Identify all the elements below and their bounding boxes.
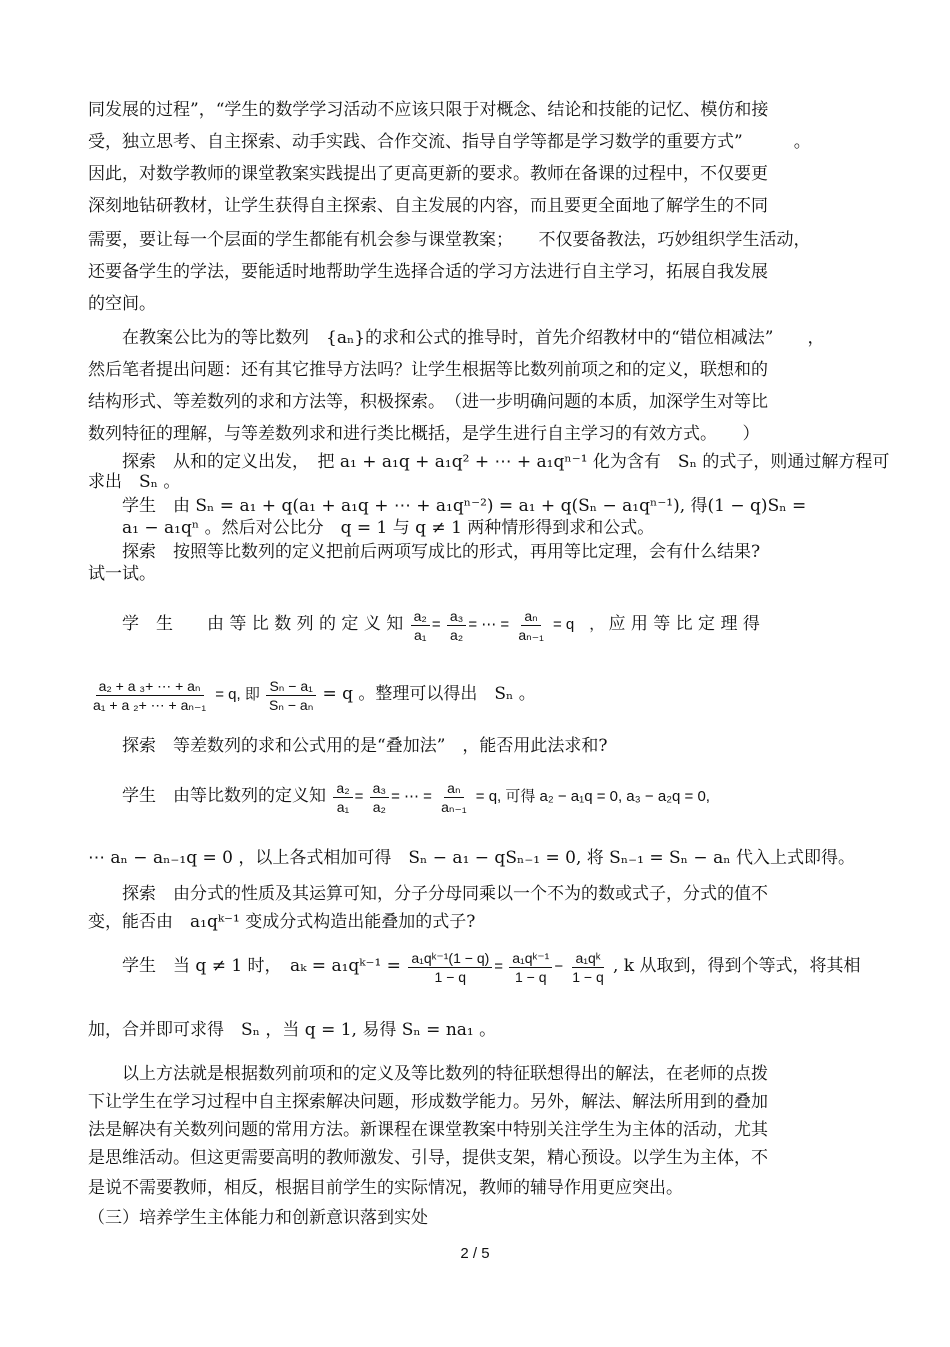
text-line: 试一试。 [88, 564, 156, 584]
text-line: 探索 按照等比数列的定义把前后两项写成比的形式，再用等比定理，会有什么结果? [88, 542, 761, 562]
text-line: 求出 Sₙ 。 [88, 472, 181, 492]
fraction: $\frac{\text{a₁qᵏ}}{1 - q}$ [572, 949, 604, 985]
fraction: $\frac{\text{a₃}}{\text{a₂}}$ [447, 607, 467, 644]
text-line: 探索 从和的定义出发， 把 a₁ + a₁q + a₁q² + ⋯ + a₁qⁿ⁻¹ 化为含有 Sₙ 的式子，则通过解方程可 [88, 452, 890, 472]
text-line: 是思维活动。但这更需要高明的教师激发、引导，提供支架，精心预设。以学生为主体，不 [88, 1148, 768, 1168]
text-line: 在教案公比为的等比数列 {aₙ}的求和公式的推导时，首先介绍教材中的“错位相减法” ， [88, 328, 825, 348]
text-line: 的空间。 [88, 294, 156, 314]
student-block-4: 学生 当 q ≠ 1 时， aₖ = a₁qᵏ⁻¹ = $\frac{\text{a₁qᵏ⁻¹(1 − q)}}{1 - q}$ = $\frac{\text{a₁qᵏ⁻¹}}{1 - q}$ − $\frac{\text{a₁qᵏ}}{1 - q}$ , k 从取到，得到个等式，将其相 [88, 949, 861, 985]
text-line: 探索 由分式的性质及其运算可知，分子分母同乘以一个不为的数或式子，分式的值不 [88, 884, 768, 904]
student-suffix: 应 用 等 比 定 理 得 [608, 614, 760, 634]
page-number: 2 / 5 [460, 1245, 490, 1262]
fraction: $\frac{\text{a₁qᵏ⁻¹(1 − q)}}{1 - q}$ [408, 949, 492, 986]
text-line: 同发展的过程”，“学生的数学学习活动不应该只限于对概念、结论和技能的记忆、模仿和接 [88, 100, 769, 120]
text-line: 下让学生在学习过程中自主探索解决问题，形成数学能力。另外，解法、解法所用到的叠加 [88, 1092, 768, 1112]
text-line: a₁ − a₁qⁿ 。然后对公比分 q = 1 与 q ≠ 1 两种情形得到求和公式。 [88, 518, 655, 538]
student-block-3b: ⋯ aₙ − aₙ₋₁q = 0 ，以上各式相加可得 Sₙ − a₁ − qSₙ₋₁ = 0, 将 Sₙ₋₁ = Sₙ − aₙ 代入上式即得。 [88, 848, 855, 868]
text-line: 需要，要让每一个层面的学生都能有机会参与课堂教案； 不仅要备教法，巧妙组织学生活动， [88, 230, 811, 250]
explore-block-3: 探索 等差数列的求和公式用的是“叠加法” ，能否用此法求和? [88, 736, 608, 756]
text-line: 深刻地钻研教材，让学生获得自主探索、自主发展的内容，而且要更全面地了解学生的不同 [88, 196, 768, 216]
student-block-2: 学 生 由 等 比 数 列 的 定 义 知 $\frac{\text{a₂}}{\text{a₁}}$ = $\frac{\text{a₃}}{\text{a₂}}$ = ⋯ = $\frac{\text{aₙ}}{\text{aₙ₋₁}}$ = q ， 应 用 等 比 定 理 得 [88, 607, 760, 643]
fraction: $\frac{\text{a₂}}{\text{a₁}}$ [411, 607, 430, 644]
fraction: $\frac{\text{a₃}}{\text{a₂}}$ [370, 779, 390, 816]
fraction: $\frac{\text{a₂}}{\text{a₁}}$ [333, 779, 352, 816]
student-block-3: 学生 由等比数列的定义知 $\frac{\text{a₂}}{\text{a₁}}$ = $\frac{\text{a₃}}{\text{a₂}}$ = ⋯ = $\frac{\text{aₙ}}{\text{aₙ₋₁}}$ = q, 可得 a₂ − a₁q = 0, a₃ − a₂q = 0, [88, 779, 710, 815]
fraction: $\frac{\text{Sₙ − a₁}}{\text{Sₙ − aₙ}}$ [266, 677, 316, 714]
fraction: $\frac{\text{aₙ}}{\text{aₙ₋₁}}$ [518, 607, 544, 643]
text-line: 学生 由 Sₙ = a₁ + q(a₁ + a₁q + ⋯ + a₁qⁿ⁻²) = a₁ + q(Sₙ − a₁qⁿ⁻¹), 得(1 − q)Sₙ = [88, 496, 807, 516]
text-line: 受，独立思考、自主探索、动手实践、合作交流、指导自学等都是学习数学的重要方式” 。 [88, 132, 811, 152]
text-line: 数列特征的理解，与等差数列求和进行类比概括，是学生进行自主学习的有效方式。 ） [88, 424, 760, 444]
student-block-2b: $\frac{\text{a₂ + a ₃+ ⋯ + aₙ}}{\text{a₁ + a ₂+ ⋯ + aₙ₋₁}}$ = q, 即 $\frac{\text{Sₙ − a₁}}{\text{Sₙ − aₙ}}$ = q 。整理可以得出 Sₙ 。 [88, 672, 536, 717]
text-line: 变，能否由 a₁qᵏ⁻¹ 变成分式构造出能叠加的式子? [88, 912, 476, 932]
section-heading: （三）培养学生主体能力和创新意识落到实处 [88, 1208, 428, 1228]
text-line: 以上方法就是根据数列前项和的定义及等比数列的特征联想得出的解法，在老师的点拨 [88, 1064, 768, 1084]
text-line: 因此，对数学教师的课堂教案实践提出了更高更新的要求。教师在备课的过程中，不仅要更 [88, 164, 768, 184]
fraction: $\frac{\text{a₁qᵏ⁻¹}}{1 - q}$ [509, 949, 552, 986]
text-line: 是说不需要教师，相反，根据目前学生的实际情况，教师的辅导作用更应突出。 [88, 1178, 683, 1198]
text-line: 法是解决有关数列问题的常用方法。新课程在课堂教案中特别关注学生为主体的活动，尤其 [88, 1120, 768, 1140]
student-label: 学 生 由 等 比 数 列 的 定 义 知 [88, 614, 404, 634]
student-block-4b: 加，合并即可求得 Sₙ ，当 q = 1, 易得 Sₙ = na₁ 。 [88, 1020, 497, 1040]
fraction: $\frac{\text{aₙ}}{\text{aₙ₋₁}}$ [441, 779, 467, 815]
fraction: $\frac{\text{a₂ + a ₃+ ⋯ + aₙ}}{\text{a₁ + a ₂+ ⋯ + aₙ₋₁}}$ [93, 677, 207, 713]
text-line: 然后笔者提出问题：还有其它推导方法吗？让学生根据等比数列前项之和的定义，联想和的 [88, 360, 768, 380]
text-line: 还要备学生的学法，要能适时地帮助学生选择合适的学习方法进行自主学习，拓展自我发展 [88, 262, 768, 282]
text-line: 结构形式、等差数列的求和方法等，积极探索。 （进一步明确问题的本质，加深学生对等比 [88, 392, 768, 412]
